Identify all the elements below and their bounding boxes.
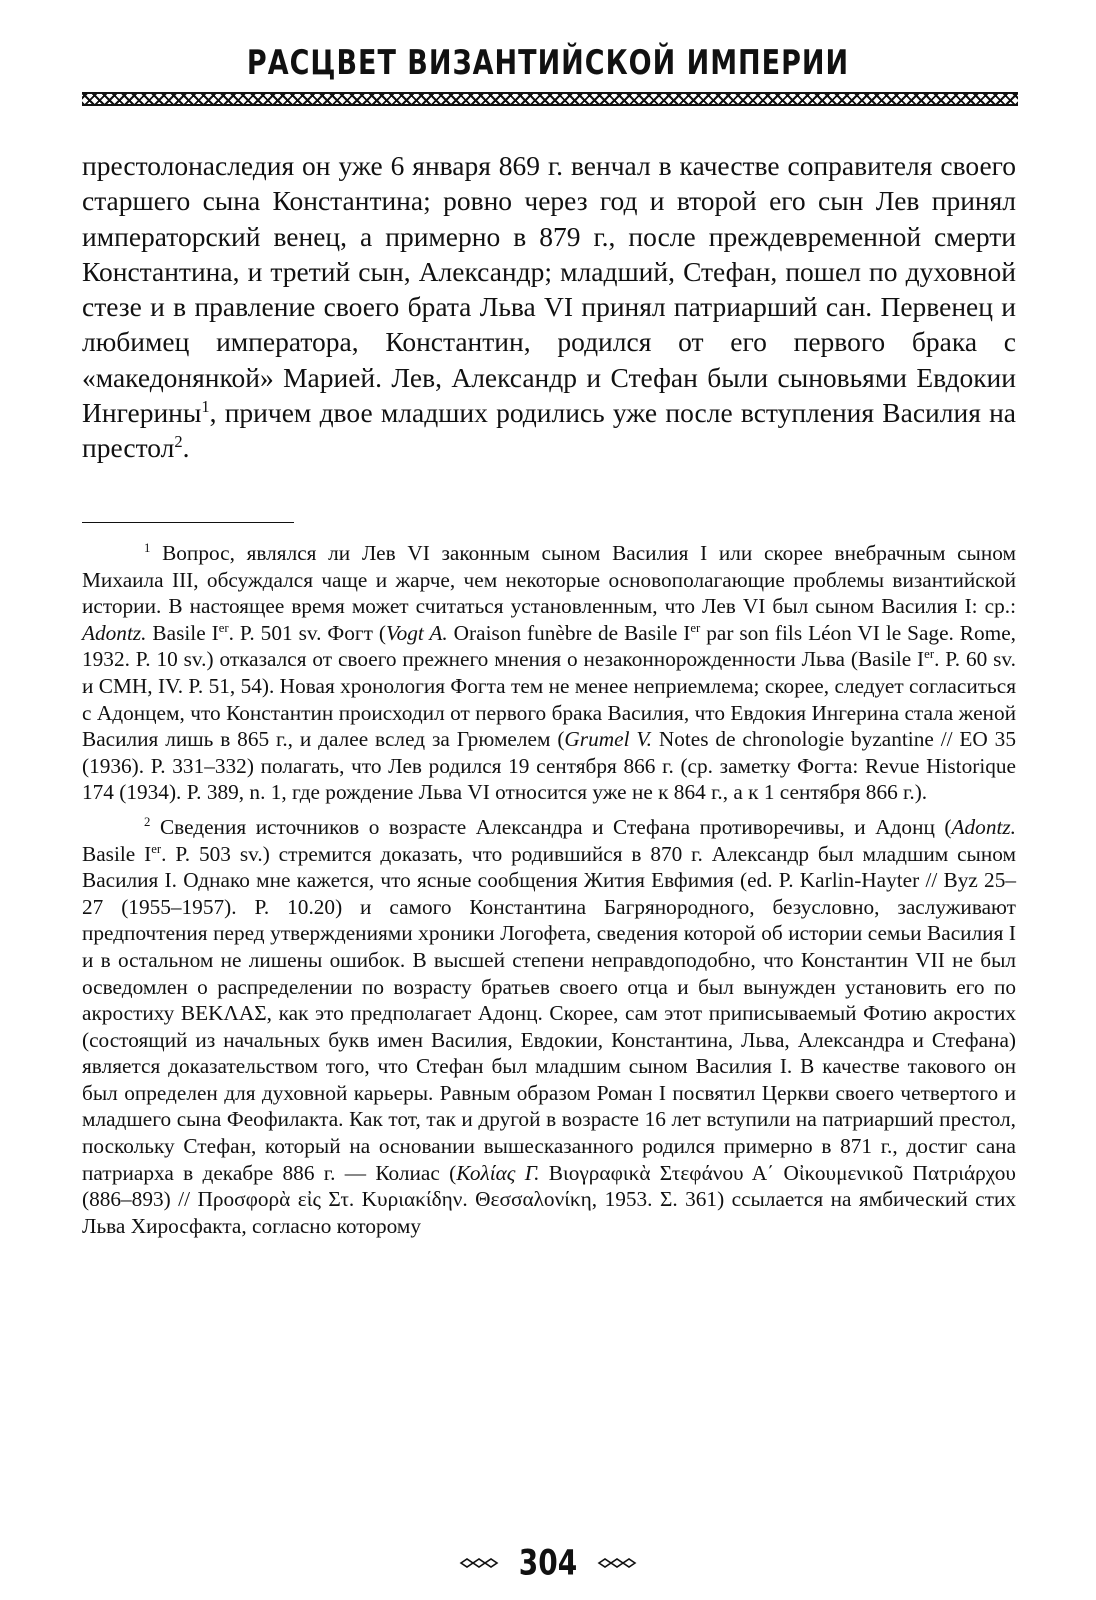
footnote-text: . P. 501 sv. Фогт (	[228, 620, 386, 645]
footnote-text: par son fils Léon VI le Sage. Rome, 1932. P. 10 sv.) отказался от своего прежнего мнения о незаконнорожденности Льва (Basile I	[82, 620, 1016, 672]
footnote-text: Basile I	[146, 620, 219, 645]
page-number: 304	[518, 1541, 578, 1584]
footnote-text: Сведения источников о возрасте Александра и Стефана противоречивы, и Адонц (	[150, 814, 952, 839]
running-title: РАСЦВЕТ ВИЗАНТИЙСКОЙ ИМПЕРИИ	[246, 44, 850, 83]
footnote-author: Adontz.	[951, 814, 1016, 839]
footnote-author: Adontz.	[82, 620, 147, 645]
footnote-2	[82, 814, 1016, 1240]
main-paragraph	[82, 148, 1016, 466]
main-text-part-1: престолонаследия он уже 6 января 869 г. венчал в качестве соправителя своего старшего сына Константина; ровно через год и второй его сын Лев принял императорский венец, а примерно в 879 г., после преждевременной смерти Константина, и третий сын, Александр; младший, Стефан, пошел по духовной стезе и в правление своего брата Льва VI принял патриарший сан. Первенец и любимец императора, Константин, родился от его первого брака с «македонянкой» Марией. Лев, Александр и Стефан были сыновьями Евдокии Ингерины	[82, 150, 1016, 429]
footnote-marker: 1	[144, 540, 151, 555]
footnote-marker: 2	[144, 814, 151, 829]
footnote-separator	[82, 522, 294, 523]
footnote-ref-2[interactable]: 2	[174, 432, 183, 452]
footnote-superscript: er	[690, 620, 701, 635]
header-ornament-band	[82, 92, 1018, 106]
footnote-text: Notes de chronologie byzantine // EO 35 (1936). P. 331–332) полагать, что Лев родился 19 сентября 866 г. (ср. заметку Фогта: Revue Historique 174 (1934). P. 389, n. 1, где рождение Льва VI относится уже не к 864 г., а к 1 сентября 866 г.).	[82, 727, 1016, 805]
footnote-text: Oraison funèbre de Basile I	[447, 620, 691, 645]
footnote-superscript: er	[218, 620, 229, 635]
footnote-text: . P. 503 sv.) стремится доказать, что родившийся в 870 г. Александр был младшим сыном Василия I. Однако мне кажется, что ясные сообщения Жития Евфимия (ed. P. Karlin-Hayter // Byz 25–27 (1955–1957). P. 10.20) и самого Константина Багрянородного, безусловно, заслуживают предпочтения перед утверждениями хроники Логофета, сведения которой об истории семьи Василия I и в остальном не лишены ошибок. В высшей степени неправдоподобно, что Константин VII не был осведомлен о распределении по возрасту братьев своего отца и был вынужден установить его по акростиху ΒΕΚΛΑΣ, как это предполагает Адонц. Скорее, сам этот приписываемый Фотию акростих (состоящий из начальных букв имен Василия, Евдокии, Константина, Льва, Александра и Стефана) является доказательством того, что Стефан был младшим сыном Василия I. В качестве такового он был определен для духовной карьеры. Равным образом Роман I посвятил Церкви своего четвертого и младшего сына Феофилакта. Как тот, так и другой в возрасте 16 лет вступили на патриарший престол, поскольку Стефан, который на основании вышесказанного родился примерно в 871 г., достиг сана патриарха в декабре 886 г. — Колиас (	[82, 841, 1016, 1185]
page-footer	[0, 1541, 1096, 1584]
footnote-1	[82, 540, 1016, 806]
footnote-text: Βιογραφικὰ Στεφάνου Α΄ Οἰκουμενικοῦ Πατριάρχου (886–893) // Προσφορὰ εἰς Στ. Κυριακίδην. Θεσσαλονίκη, 1953. Σ. 361) ссылается на ямбический стих Льва Хиросфакта, согласно которому	[82, 1160, 1016, 1238]
footnote-text: Вопрос, являлся ли Лев VI законным сыном Василия I или скорее внебрачным сыном Михаила III, обсуждался чаще и жарче, чем некоторые основополагающие проблемы византийской истории. В настоящее время может считаться установленным, что Лев VI был сыном Василия I: ср.:	[82, 541, 1016, 619]
footnote-text: Basile I	[82, 841, 152, 866]
footnote-text: . P. 60 sv. и CMH, IV. P. 51, 54). Новая хронология Фогта тем не менее неприемлема; скорее, следует согласиться с Адонцем, что Константин происходил от первого брака Василия, что Евдокия Ингерина стала женой Василия лишь в 865 г., и далее вслед за Грюмелем (	[82, 647, 1016, 752]
footnote-superscript: er	[924, 647, 935, 662]
footnotes	[82, 540, 1016, 1247]
footnote-author: Vogt A.	[385, 620, 448, 645]
footnote-author: Grumel V.	[564, 727, 652, 752]
main-text-part-3: .	[182, 432, 190, 464]
main-text-part-2: , причем двое младших родились уже после вступления Василия на престол	[82, 397, 1016, 464]
footnote-superscript: er	[151, 841, 162, 856]
footnote-author: Κολίας Γ.	[456, 1160, 540, 1185]
right-ornament-icon	[597, 1558, 637, 1568]
left-ornament-icon	[459, 1558, 499, 1568]
footnote-ref-1[interactable]: 1	[201, 396, 210, 416]
